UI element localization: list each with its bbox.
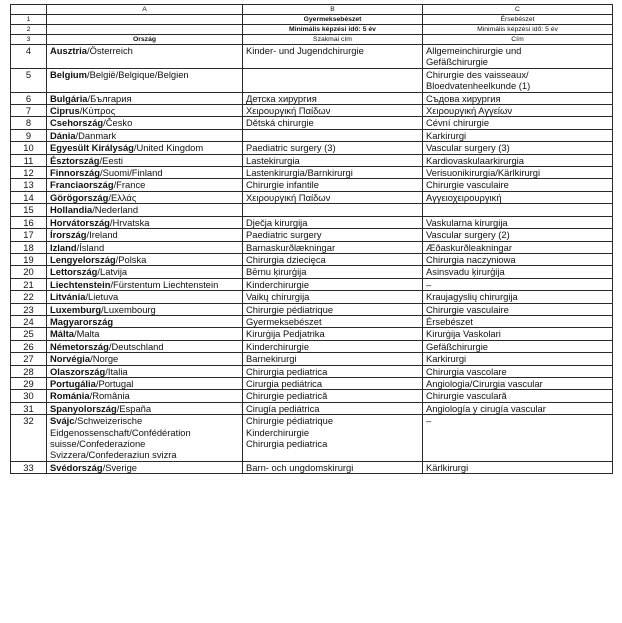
table-row xyxy=(11,340,613,352)
table-row xyxy=(11,402,613,414)
country-name-hungarian: Románia xyxy=(50,390,90,402)
vascular-surgery-title-cell[interactable]: – xyxy=(423,415,613,462)
country-name-native: /France xyxy=(113,179,146,191)
country-cell[interactable] xyxy=(47,129,243,141)
vascular-surgery-title-cell[interactable]: Vascular surgery (2) xyxy=(423,229,613,241)
vascular-surgery-title-cell[interactable]: Karkirurgi xyxy=(423,129,613,141)
country-name-hungarian: Portugália xyxy=(50,377,96,389)
table-row xyxy=(11,461,613,473)
country-name-hungarian: Málta xyxy=(50,328,74,340)
country-name-hungarian: Norvégia xyxy=(50,353,91,365)
table-row xyxy=(11,105,613,117)
table-row xyxy=(11,253,613,265)
country-name-hungarian: Liechtenstein xyxy=(50,278,111,290)
row-number[interactable]: 14 xyxy=(11,191,47,203)
vascular-surgery-title-cell[interactable]: Vascular surgery (3) xyxy=(423,142,613,154)
cell-c2-training-time[interactable]: Minimális képzési idő: 5 év xyxy=(423,25,613,35)
country-name-native: /Fürstentum Liechtenstein xyxy=(110,278,219,290)
row-number[interactable]: 20 xyxy=(11,266,47,278)
table-row xyxy=(11,229,613,241)
row-number[interactable]: 12 xyxy=(11,167,47,179)
country-name-native: /Malta xyxy=(73,328,100,340)
row-number[interactable]: 23 xyxy=(11,303,47,315)
cell-a1[interactable] xyxy=(47,15,243,25)
table-row xyxy=(11,328,613,340)
row-number[interactable]: 3 xyxy=(11,35,47,45)
row-number[interactable]: 13 xyxy=(11,179,47,191)
country-cell[interactable] xyxy=(47,328,243,340)
country-name-hungarian: Lettország xyxy=(50,266,98,278)
pediatric-surgery-title-cell[interactable]: Kinderchirurgie xyxy=(243,278,423,290)
pediatric-surgery-title-cell[interactable]: Детска хирургия xyxy=(243,92,423,104)
table-row xyxy=(11,204,613,216)
country-cell[interactable] xyxy=(47,461,243,473)
pediatric-surgery-title-cell[interactable]: Dječja kirurgija xyxy=(243,216,423,228)
country-name-hungarian: Németország xyxy=(50,340,109,352)
country-name-hungarian: Egyesült Királyság xyxy=(50,142,134,154)
cell-b2-training-time[interactable]: Minimális képzési idő: 5 év xyxy=(243,25,423,35)
country-cell[interactable] xyxy=(47,167,243,179)
country-cell[interactable] xyxy=(47,179,243,191)
cell-a3-country-header[interactable]: Ország xyxy=(47,35,243,45)
country-name-native: /Eesti xyxy=(99,154,123,166)
row-number[interactable]: 24 xyxy=(11,315,47,327)
country-name-hungarian: Olaszország xyxy=(50,365,106,377)
table-row xyxy=(11,191,613,203)
pediatric-surgery-title-cell[interactable]: Chirurgie pédiatrique xyxy=(243,303,423,315)
country-cell[interactable] xyxy=(47,204,243,216)
country-name-native: /Suomi/Finland xyxy=(100,167,163,179)
row-number[interactable]: 8 xyxy=(11,117,47,129)
pediatric-surgery-title-cell[interactable]: Cirurgia pediátrica xyxy=(243,377,423,389)
table-row xyxy=(11,365,613,377)
row-number[interactable]: 26 xyxy=(11,340,47,352)
row-number[interactable]: 33 xyxy=(11,461,47,473)
country-name-native: /Latvija xyxy=(97,266,128,278)
country-cell[interactable] xyxy=(47,390,243,402)
row-number[interactable]: 18 xyxy=(11,241,47,253)
vascular-surgery-title-cell[interactable]: Chirurgia vascolare xyxy=(423,365,613,377)
table-row xyxy=(11,68,613,92)
country-name-native: /România xyxy=(89,390,130,402)
pediatric-surgery-title-cell[interactable]: Chirurgie infantile xyxy=(243,179,423,191)
country-name-native: /Nederland xyxy=(92,204,139,216)
cell-a2[interactable] xyxy=(47,25,243,35)
country-name-native: /België/Belgique/Belgien xyxy=(86,68,189,80)
country-cell[interactable] xyxy=(47,266,243,278)
vascular-surgery-title-cell[interactable]: Æðaskurðleakningar xyxy=(423,241,613,253)
pediatric-surgery-title-cell[interactable]: Χειρουργική Παίδων xyxy=(243,191,423,203)
vascular-surgery-title-cell[interactable]: Chirurgia naczyniowa xyxy=(423,253,613,265)
pediatric-surgery-title-cell[interactable]: Kirurġija Pedjatrika xyxy=(243,328,423,340)
country-name-hungarian: Észtország xyxy=(50,154,100,166)
country-name-native: /България xyxy=(87,92,132,104)
row-number[interactable]: 4 xyxy=(11,45,47,69)
table-row xyxy=(11,241,613,253)
vascular-surgery-title-cell[interactable]: Kraujagyslių chirurgija xyxy=(423,291,613,303)
header-row-2 xyxy=(11,25,613,35)
country-name-hungarian: Lengyelország xyxy=(50,253,116,265)
table-row xyxy=(11,315,613,327)
vascular-surgery-title-cell[interactable]: Vaskularna kirurgija xyxy=(423,216,613,228)
row-number[interactable]: 15 xyxy=(11,204,47,216)
country-cell[interactable] xyxy=(47,241,243,253)
table-row xyxy=(11,167,613,179)
country-name-hungarian: Hollandia xyxy=(50,204,93,216)
pediatric-surgery-title-cell[interactable]: Lastenkirurgia/Barnkirurgi xyxy=(243,167,423,179)
country-cell[interactable] xyxy=(47,377,243,389)
country-name-hungarian: Írország xyxy=(50,229,87,241)
country-cell[interactable] xyxy=(47,291,243,303)
row-number[interactable]: 9 xyxy=(11,129,47,141)
country-name-native: /Luxembourg xyxy=(101,303,156,315)
country-name-hungarian: Csehország xyxy=(50,117,104,129)
country-name-native: /Österreich xyxy=(87,45,133,56)
vascular-surgery-title-cell[interactable]: Érsebészet xyxy=(423,315,613,327)
country-name-native: /Danmark xyxy=(75,129,117,141)
country-name-hungarian: Ciprus xyxy=(50,105,80,117)
country-name-native: /Česko xyxy=(103,117,133,129)
country-cell[interactable] xyxy=(47,229,243,241)
vascular-surgery-title-cell[interactable]: Angiología y cirugía vascular xyxy=(423,402,613,414)
column-header-b[interactable]: B xyxy=(243,5,423,15)
pediatric-surgery-title-cell[interactable]: Χειρουργική Παίδων xyxy=(243,105,423,117)
row-number[interactable]: 5 xyxy=(11,68,47,92)
vascular-surgery-title-cell[interactable]: Αγγειοχειρουργική xyxy=(423,191,613,203)
table-row xyxy=(11,353,613,365)
country-name-native: /Κύπρος xyxy=(79,105,116,117)
column-header-c[interactable]: C xyxy=(423,5,613,15)
pediatric-surgery-title-cell[interactable]: Lastekirurgia xyxy=(243,154,423,166)
header-row-1 xyxy=(11,15,613,25)
country-name-hungarian: Franciaország xyxy=(50,179,114,191)
column-letter-row xyxy=(11,5,613,15)
pediatric-surgery-title-cell[interactable]: Barnaskurðlækningar xyxy=(243,241,423,253)
vascular-surgery-title-cell[interactable]: – xyxy=(423,278,613,290)
country-cell[interactable] xyxy=(47,315,243,327)
pediatric-surgery-title-cell[interactable]: Bērnu ķirurģija xyxy=(243,266,423,278)
country-cell[interactable] xyxy=(47,154,243,166)
row-number[interactable]: 27 xyxy=(11,353,47,365)
vascular-surgery-title-cell[interactable]: Chirurgie vasculaire xyxy=(423,303,613,315)
row-number[interactable]: 16 xyxy=(11,216,47,228)
table-row xyxy=(11,278,613,290)
country-name-native: /Sverige xyxy=(102,461,138,473)
vascular-surgery-title-cell[interactable]: Angiologia/Cirurgia vascular xyxy=(423,377,613,389)
pediatric-surgery-title-cell[interactable]: Kinder- und Jugendchirurgie xyxy=(243,45,423,69)
pediatric-surgery-title-cell[interactable] xyxy=(243,204,423,216)
row-number[interactable]: 2 xyxy=(11,25,47,35)
vascular-surgery-title-cell[interactable]: Съдова хирургия xyxy=(423,92,613,104)
country-cell[interactable] xyxy=(47,45,243,69)
country-cell[interactable] xyxy=(47,278,243,290)
country-cell[interactable] xyxy=(47,353,243,365)
table-row xyxy=(11,303,613,315)
country-name-native: /Hrvatska xyxy=(109,216,150,228)
country-name-hungarian: Bulgária xyxy=(50,92,88,104)
vascular-surgery-title-cell[interactable]: Gefäßchirurgie xyxy=(423,340,613,352)
vascular-surgery-title-cell[interactable]: Verisuonikirurgia/Kärlkirurgi xyxy=(423,167,613,179)
header-row-3 xyxy=(11,35,613,45)
country-name-hungarian: Svájc xyxy=(50,415,75,427)
cell-c1-specialty[interactable]: Érsebészet xyxy=(423,15,613,25)
table-row xyxy=(11,142,613,154)
table-row xyxy=(11,216,613,228)
country-cell[interactable] xyxy=(47,365,243,377)
country-name-hungarian: Horvátország xyxy=(50,216,110,228)
country-name-hungarian: Görögország xyxy=(50,191,109,203)
country-name-hungarian: Litvánia xyxy=(50,291,86,303)
country-cell[interactable] xyxy=(47,402,243,414)
cell-b3-title-header[interactable]: Szakmai cím xyxy=(243,35,423,45)
vascular-surgery-title-cell[interactable]: Cévní chirurgie xyxy=(423,117,613,129)
table-row xyxy=(11,117,613,129)
table-row xyxy=(11,92,613,104)
country-cell[interactable] xyxy=(47,253,243,265)
country-cell[interactable] xyxy=(47,117,243,129)
vascular-surgery-title-cell[interactable]: Χειρουργική Αγγείων xyxy=(423,105,613,117)
table-row xyxy=(11,179,613,191)
row-number[interactable]: 22 xyxy=(11,291,47,303)
country-cell[interactable] xyxy=(47,68,243,92)
spreadsheet-table xyxy=(10,4,613,474)
country-name-hungarian: Ausztria xyxy=(50,45,87,56)
pediatric-surgery-title-cell[interactable]: Barnekirurgi xyxy=(243,353,423,365)
table-row xyxy=(11,390,613,402)
vascular-surgery-title-cell[interactable]: Kärlkirurgi xyxy=(423,461,613,473)
vascular-surgery-title-cell[interactable]: Chirurgie vasculară xyxy=(423,390,613,402)
table-row xyxy=(11,377,613,389)
column-header-a[interactable]: A xyxy=(47,5,243,15)
row-number[interactable]: 6 xyxy=(11,92,47,104)
pediatric-surgery-title-cell[interactable]: Cirugía pediátrica xyxy=(243,402,423,414)
country-name-native: /Portugal xyxy=(95,377,134,389)
row-number[interactable]: 21 xyxy=(11,278,47,290)
row-number[interactable]: 19 xyxy=(11,253,47,265)
country-cell[interactable] xyxy=(47,105,243,117)
row-number[interactable]: 1 xyxy=(11,15,47,25)
country-name-hungarian: Magyarország xyxy=(50,315,114,327)
country-name-native: /United Kingdom xyxy=(133,142,204,154)
pediatric-surgery-title-cell[interactable]: Kinderchirurgie xyxy=(243,340,423,352)
vascular-surgery-title-cell[interactable]: Karkirurgi xyxy=(423,353,613,365)
table-row xyxy=(11,291,613,303)
vascular-surgery-title-cell[interactable]: Chirurgie des vaisseaux/ Bloedvatenheelkunde (1) xyxy=(423,68,613,92)
country-name-native: /España xyxy=(116,402,152,414)
table-row xyxy=(11,45,613,69)
row-number[interactable]: 11 xyxy=(11,154,47,166)
pediatric-surgery-title-cell[interactable]: Chirurgie pediatrică xyxy=(243,390,423,402)
country-cell[interactable] xyxy=(47,191,243,203)
table-row xyxy=(11,266,613,278)
corner-cell[interactable] xyxy=(11,5,47,15)
spreadsheet-body xyxy=(11,5,613,474)
country-cell[interactable] xyxy=(47,92,243,104)
country-name-hungarian: Luxemburg xyxy=(50,303,102,315)
pediatric-surgery-title-cell[interactable]: Vaikų chirurgija xyxy=(243,291,423,303)
country-name-native: /Norge xyxy=(90,353,119,365)
pediatric-surgery-title-cell[interactable]: Chirurgie pédiatrique Kinderchirurgie Chirurgia pediatrica xyxy=(243,415,423,462)
row-number[interactable]: 28 xyxy=(11,365,47,377)
country-name-hungarian: Svédország xyxy=(50,461,103,473)
row-number[interactable]: 17 xyxy=(11,229,47,241)
pediatric-surgery-title-cell[interactable] xyxy=(243,68,423,92)
country-name-hungarian: Spanyolország xyxy=(50,402,117,414)
row-number[interactable]: 25 xyxy=(11,328,47,340)
country-cell[interactable] xyxy=(47,415,243,462)
country-cell[interactable] xyxy=(47,142,243,154)
cell-c3-title-header[interactable]: Cím xyxy=(423,35,613,45)
row-number[interactable]: 7 xyxy=(11,105,47,117)
row-number[interactable]: 30 xyxy=(11,390,47,402)
row-number[interactable]: 31 xyxy=(11,402,47,414)
vascular-surgery-title-cell[interactable]: Kardiovaskulaarkirurgia xyxy=(423,154,613,166)
country-name-native: /Polska xyxy=(115,253,147,265)
country-name-native: /Ελλάς xyxy=(108,191,137,203)
vascular-surgery-title-cell[interactable]: Allgemeinchirurgie und Gefäßchirurgie xyxy=(423,45,613,69)
country-name-native: /Lietuva xyxy=(85,291,119,303)
table-row xyxy=(11,154,613,166)
country-name-native: /Italia xyxy=(105,365,128,377)
country-cell[interactable] xyxy=(47,303,243,315)
row-number[interactable]: 10 xyxy=(11,142,47,154)
pediatric-surgery-title-cell[interactable]: Paediatric surgery xyxy=(243,229,423,241)
country-name-hungarian: Izland xyxy=(50,241,77,253)
pediatric-surgery-title-cell[interactable]: Chirurgia pediatrica xyxy=(243,365,423,377)
cell-b1-specialty[interactable]: Gyermeksebészet xyxy=(243,15,423,25)
pediatric-surgery-title-cell[interactable]: Chirurgia dziecięca xyxy=(243,253,423,265)
country-name-native: /Schweizerische Eidgenossenschaft/Confédération suisse/Confederazione Svizzera/Confederaziun svizra xyxy=(50,415,191,461)
row-number[interactable]: 29 xyxy=(11,377,47,389)
vascular-surgery-title-cell[interactable]: Kirurġija Vaskolari xyxy=(423,328,613,340)
country-cell[interactable] xyxy=(47,340,243,352)
pediatric-surgery-title-cell[interactable]: Dětská chirurgie xyxy=(243,117,423,129)
vascular-surgery-title-cell[interactable]: Asinsvadu ķirurģija xyxy=(423,266,613,278)
pediatric-surgery-title-cell[interactable]: Gyermeksebészet xyxy=(243,315,423,327)
row-number[interactable]: 32 xyxy=(11,415,47,462)
pediatric-surgery-title-cell[interactable]: Barn- och ungdomskirurgi xyxy=(243,461,423,473)
country-name-hungarian: Dánia xyxy=(50,129,76,141)
vascular-surgery-title-cell[interactable] xyxy=(423,204,613,216)
country-cell[interactable] xyxy=(47,216,243,228)
table-row xyxy=(11,415,613,462)
vascular-surgery-title-cell[interactable]: Chirurgie vasculaire xyxy=(423,179,613,191)
pediatric-surgery-title-cell[interactable]: Paediatric surgery (3) xyxy=(243,142,423,154)
pediatric-surgery-title-cell[interactable] xyxy=(243,129,423,141)
country-name-hungarian: Belgium xyxy=(50,68,87,80)
country-name-hungarian: Finnország xyxy=(50,167,101,179)
country-name-native: /Deutschland xyxy=(108,340,164,352)
country-name-native: /Ísland xyxy=(76,241,105,253)
country-name-native: /Ireland xyxy=(86,229,118,241)
table-row xyxy=(11,129,613,141)
